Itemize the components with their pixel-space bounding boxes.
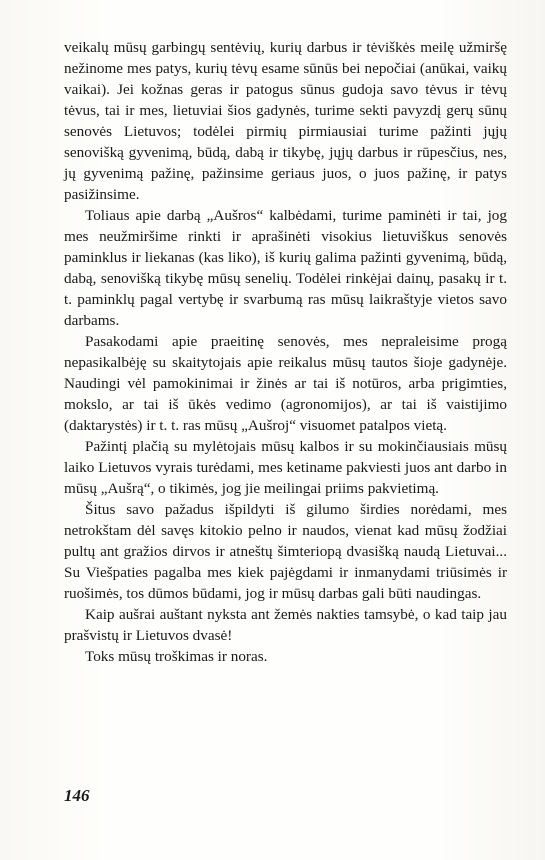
paragraph-3: Pasakodami apie praeitinę senovės, mes nepraleisime progą nepasikalbėję su skaitytojais apie reikalus mūsų tautos šioje gadynėje. Naudingi vėl pamokinimai ir žinės ar tai iš notūros, arba prigimties, mokslo, ar tai iš ūkės vedimo (agronomijos), ar tai iš vaistijimo (daktarystės) ir t. t. ras mūsų „Aušroj“ visuomet patalpos vietą. [64,333,507,434]
body-text [64,37,507,667]
paragraph-6: Kaip aušrai auštant nyksta ant žemės nakties tamsybė, o kad taip jau prašvistų ir Lietuvos dvasė! [64,606,507,644]
page-number: 146 [64,786,90,805]
paragraph-4: Pažintį plačią su mylėtojais mūsų kalbos ir su mokinčiausiais mūsų laiko Lietuvos vyrais turėdami, mes ketiname pakviesti juos ant darbo in mūsų „Aušrą“, o tikimės, jog jie meilingai priims pakvietimą. [64,438,507,497]
paragraph-5: Šitus savo pažadus išpildyti iš gilumo širdies norėdami, mes netrokštam dėl savęs kitokio pelno ir naudos, vienat kad mūsų žodžiai pultų ant gražios dirvos ir atneštų šimteriopą dvasišką naudą Lietuvai... Su Viešpaties pagalba mes kiek pajėgdami ir inmanydami triūsimės ir ruošimės, tos dūmos būdami, jog ir mūsų darbas gali būti naudingas. [64,501,507,602]
paragraph-2: Toliaus apie darbą „Aušros“ kalbėdami, turime paminėti ir tai, jog mes neužmiršime rinkti ir aprašinėti visokius lietuviškus senovės paminklus ir liekanas (kas liko), iš kurių galima pažinti gyvenimą, būdą, dabą, senovišką tikybę mūsų senelių. Todėlei rinkėjai dainų, pasakų ir t. t. paminklų pagal vertybę ir svarbumą ras mūsų laikraštyje vietos savo darbams. [64,207,507,329]
paragraph-1: veikalų mūsų garbingų sentėvių, kurių darbus ir tėviškės meilę užmiršę nežinome mes patys, kurių tėvų esame sūnūs bei nepočiai (anūkai, vaikų vaikai). Jei kožnas geras ir patogus sūnus gudoja savo tėvus ir tėvų tėvus, tai ir mes, lietuviai šios gadynės, turime sekti pavyzdį gerų sūnų senovės Lietuvos; todėlei pirmių pirmiausiai turime pažinti jųjų senovišką gyvenimą, būdą, dabą ir tikybę, jųjų darbus ir rūpesčius, nes, jų gyvenimą pažinę, pažinsime geriaus juos, o juos pažinę, ir patys pasižinsime. [64,39,507,203]
paragraph-7: Toks mūsų troškimas ir noras. [85,648,268,665]
